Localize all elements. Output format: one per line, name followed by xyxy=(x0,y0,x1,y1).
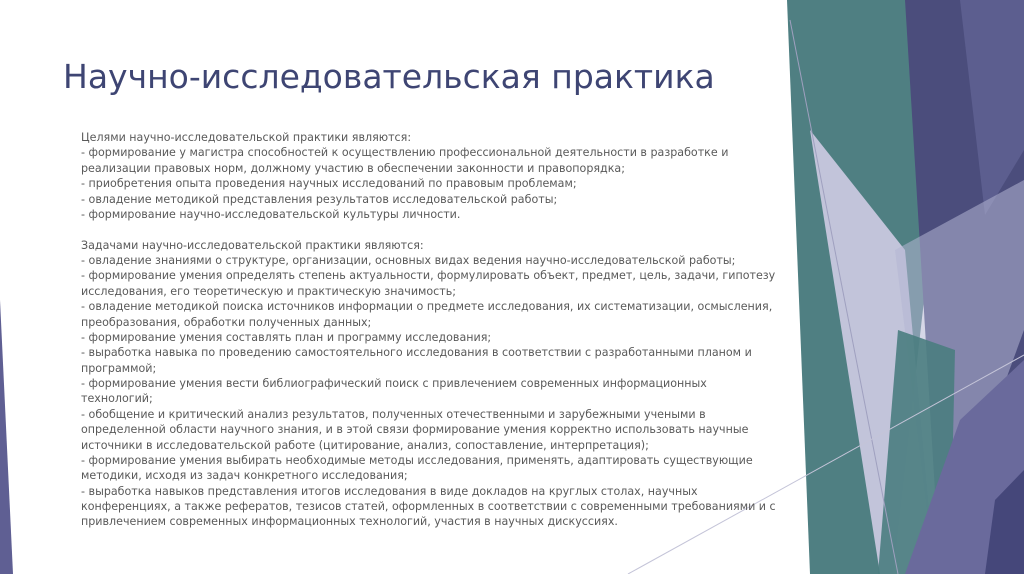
tasks-line: преобразования, обработки полученных данных; xyxy=(81,315,372,329)
paragraph-spacer xyxy=(81,222,801,237)
tasks-line: - обобщение и критический анализ результатов, полученных отечественными и зарубежными учеными в xyxy=(81,407,706,421)
tasks-line: исследования, его теоретическую и практическую значимость; xyxy=(81,284,457,298)
left-edge-accent xyxy=(0,300,13,574)
tasks-line: привлечением современных информационных технологий, участия в научных дискуссиях. xyxy=(81,515,618,529)
goals-line: - формирование у магистра способностей к осуществлению профессиональной деятельности в разработке и xyxy=(81,146,729,160)
slide-title: Научно-исследовательская практика xyxy=(63,57,715,96)
goals-paragraph xyxy=(81,130,801,222)
tasks-line: - овладение методикой поиска источников информации о предмете исследования, их систематизации, осмысления, xyxy=(81,300,773,314)
slide-body xyxy=(81,130,801,530)
tasks-line: программой; xyxy=(81,361,157,375)
goals-line: - приобретения опыта проведения научных исследований по правовым проблемам; xyxy=(81,177,577,191)
tasks-line: - выработка навыка по проведению самостоятельного исследования в соответствии с разработанными планом и xyxy=(81,346,752,360)
tasks-line: Задачами научно-исследовательской практики являются: xyxy=(81,238,424,252)
tasks-line: - выработка навыков представления итогов исследования в виде докладов на круглых столах, научных xyxy=(81,484,698,498)
tasks-paragraph xyxy=(81,238,801,530)
tasks-line: - формирование умения определять степень актуальности, формулировать объект, предмет, цель, задачи, гипотезу xyxy=(81,269,776,283)
tasks-line: - формирование умения составлять план и программу исследования; xyxy=(81,330,492,344)
goals-line: - овладение методикой представления результатов исследовательской работы; xyxy=(81,192,558,206)
tasks-line: источники в исследовательской работе (цитирование, анализ, сопоставление, интерпретация); xyxy=(81,438,649,452)
tasks-line: - овладение знаниями о структуре, организации, основных видах ведения научно-исследовательской работы; xyxy=(81,254,736,267)
tasks-line: определенной области научного знания, и в этой связи формирование умения корректно использовать научные xyxy=(81,423,749,437)
goals-line: реализации правовых норм, должному участию в обеспечении законности и правопорядка; xyxy=(81,161,625,175)
goals-line: Целями научно-исследовательской практики являются: xyxy=(81,131,412,144)
tasks-line: - формирование умения выбирать необходимые методы исследования, применять, адаптировать существующие xyxy=(81,453,753,467)
tasks-line: конференциях, а также рефератов, тезисов статей, оформленных в соответствии с современными требованиями и с xyxy=(81,500,776,513)
goals-line: - формирование научно-исследовательской культуры личности. xyxy=(81,207,461,221)
tasks-line: - формирование умения вести библиографический поиск с привлечением современных информационных xyxy=(81,377,707,390)
tasks-line: технологий; xyxy=(81,392,153,406)
tasks-line: методики, исходя из задач конкретного исследования; xyxy=(81,469,408,483)
